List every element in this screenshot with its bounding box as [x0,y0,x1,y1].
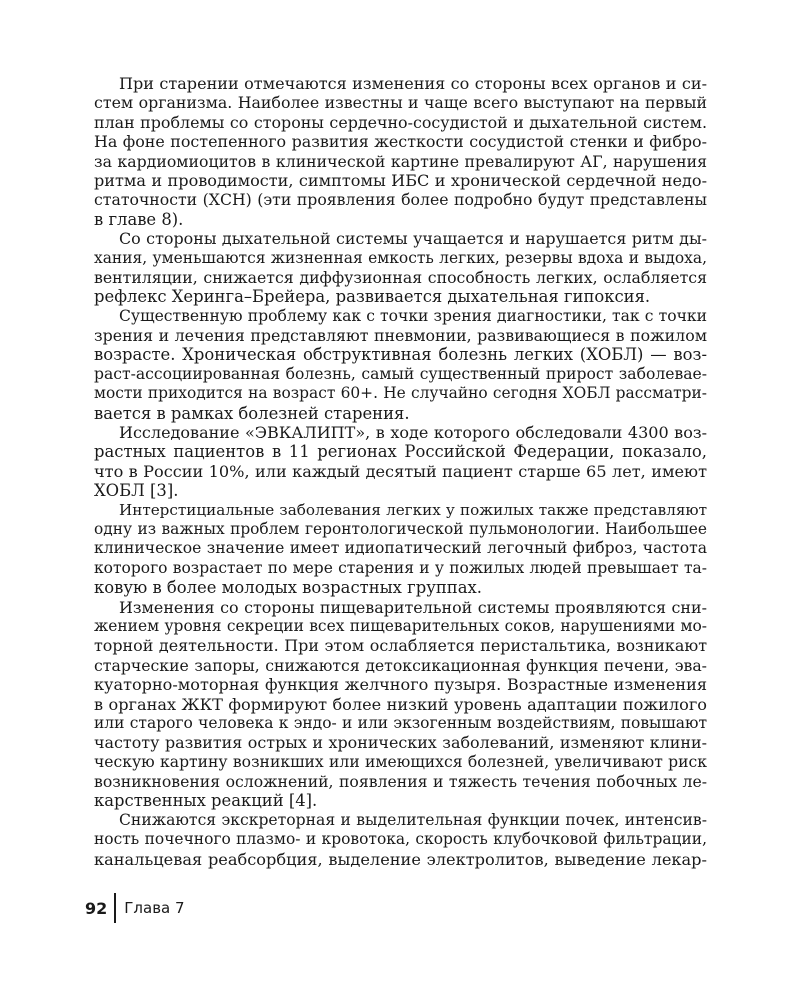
text-line: хания, уменьшаются жизненная емкость легких, резервы вдоха и выдоха, [94,248,707,267]
text-line: статочности (ХСН) (эти проявления более подробно будут представлены [94,190,707,210]
text-line: вентиляции, снижается диффузионная способность легких, ослабляется [94,267,707,287]
text-line: ритма и проводимости, симптомы ИБС и хронической сердечной недо- [94,170,707,190]
text-line: план проблемы со стороны сердечно-сосудистой и дыхательной систем. [94,112,707,132]
paragraph-evkalipt-study [94,423,707,501]
text-line: возникновения осложнений, появления и тяжесть течения побочных ле- [94,772,707,792]
text-line: Со стороны дыхательной системы учащается и нарушается ритм ды- [119,229,707,249]
text-line: ХОБЛ [3]. [94,481,179,501]
text-line: стем организма. Наиболее известны и чаще всего выступают на первый [94,93,707,113]
text-line: Изменения со стороны пищеварительной системы проявляются сни- [119,597,707,617]
text-line: ность почечного плазмо- и кровотока, скорость клубочковой фильтрации, [94,830,707,849]
text-line: При старении отмечаются изменения со стороны всех органов и си- [119,74,707,93]
paragraph-digestive [94,598,707,811]
text-line: канальцевая реабсорбция, выделение электролитов, выведение лекар- [94,849,707,869]
text-line: в главе 8). [94,209,184,229]
paragraph-interstitial [94,501,707,598]
paragraph-kidney [94,811,707,869]
chapter-label: Глава 7 [124,899,185,917]
text-line: раст-ассоциированная болезнь, самый существенный прирост заболевае- [94,364,707,383]
text-line: вается в рамках болезней старения. [94,403,410,423]
paragraph-aging-organs [94,74,707,229]
page-body [94,74,707,869]
paragraph-respiratory [94,229,707,307]
text-line: клиническое значение имеет идиопатический легочный фиброз, частота [94,539,707,558]
text-line: возрасте. Хроническая обструктивная болезнь легких (ХОБЛ) — воз- [94,345,707,365]
text-line: жением уровня секреции всех пищеварительных соков, нарушениями мо- [94,616,707,635]
text-line: в органах ЖКТ формируют более низкий уровень адаптации пожилого [94,694,707,714]
text-line: Исследование «ЭВКАЛИПТ», в ходе которого обследовали 4300 воз- [119,423,707,443]
text-line: Существенную проблему как с точки зрения диагностики, так с точки [119,306,707,325]
text-line: или старого человека к эндо- и или экзогенным воздействиям, повышают [94,713,707,732]
page-number: 92 [85,898,108,918]
text-line: карственных реакций [4]. [94,791,318,811]
text-line: Снижаются экскреторная и выделительная функции почек, интенсив- [119,810,707,829]
text-line: которого возрастает по мере старения и у пожилых людей превышает та- [94,558,707,577]
text-line: ческую картину возникших или имеющихся болезней, увеличивают риск [94,752,707,771]
text-line: Интерстициальные заболевания легких у пожилых также представляют [119,500,707,519]
text-line: за кардиомиоцитов в клинической картине превалируют АГ, нарушения [94,151,707,171]
text-line: мости приходится на возраст 60+. Не случайно сегодня ХОБЛ рассматри- [94,384,707,403]
text-line: зрения и лечения представляют пневмонии, развивающиеся в пожилом [94,326,707,346]
text-line: На фоне постепенного развития жесткости сосудистой стенки и фибро- [94,132,707,152]
text-line: что в России 10%, или каждый десятый пациент старше 65 лет, имеют [94,461,707,481]
paragraph-pneumonia-copd [94,307,707,423]
text-line: одну из важных проблем геронтологической пульмонологии. Наибольшее [94,519,707,538]
text-line: рефлекс Херинга–Брейера, развивается дыхательная гипоксия. [94,287,651,307]
text-line: торной деятельности. При этом ослабляется перистальтика, возникают [94,636,707,656]
text-line: куаторно-моторная функция желчного пузыря. Возрастные изменения [94,675,707,695]
text-line: частоту развития острых и хронических заболеваний, изменяют клини- [94,733,707,753]
page-footer [85,893,185,923]
text-line: старческие запоры, снижаются детоксикационная функция печени, эва- [94,655,707,675]
text-line: ковую в более молодых возрастных группах. [94,578,482,598]
text-line: растных пациентов в 11 регионах Российской Федерации, показало, [94,442,707,462]
